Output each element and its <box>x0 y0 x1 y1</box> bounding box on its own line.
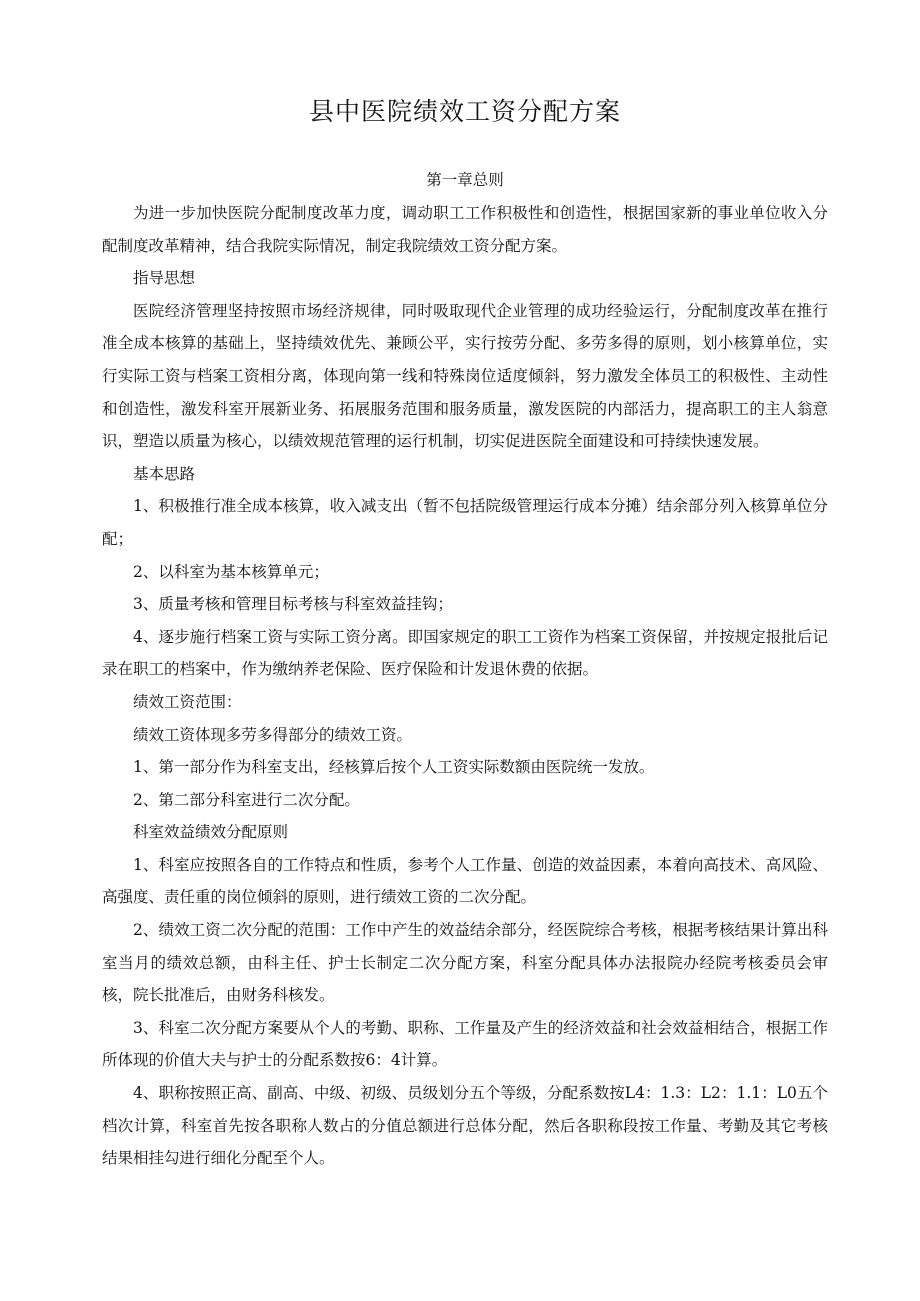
list-item: 2、绩效工资二次分配的范围：工作中产生的效益结余部分，经医院综合考核，根据考核结果计算出科室当月的绩效总额，由科主任、护士长制定二次分配方案，科室分配具体办法报院办经院考核委员会审核，院长批准后，由财务科核发。 <box>102 921 828 1005</box>
list-item: 1、科室应按照各自的工作特点和性质，参考个人工作量、创造的效益因素，本着向高技术、高风险、高强度、责任重的岗位倾斜的原则，进行绩效工资的二次分配。 <box>102 855 828 907</box>
paragraph-intro: 为进一步加快医院分配制度改革力度，调动职工工作积极性和创造性，根据国家新的事业单位收入分配制度改革精神，结合我院实际情况，制定我院绩效工资分配方案。 <box>102 204 828 255</box>
section-heading-guiding-thought: 指导思想 <box>133 269 196 288</box>
chapter-heading: 第一章总则 <box>426 171 504 189</box>
list-item: 2、第二部分科室进行二次分配。 <box>133 790 360 809</box>
list-item: 1、积极推行准全成本核算，收入减支出（暂不包括院级管理运行成本分摊）结余部分列入核算单位分配； <box>102 497 828 548</box>
section-heading-scope: 绩效工资范围： <box>133 692 242 711</box>
list-item: 2、以科室为基本核算单元； <box>133 562 329 581</box>
document-body <box>102 197 828 1175</box>
list-item: 4、职称按照正高、副高、中级、初级、员级划分五个等级，分配系数按L4：1.3：L2：1.1：L0五个档次计算，科室首先按各职称人数占的分值总额进行总体分配，然后各职称段按工作量、考勤及其它考核结果相挂勾进行细化分配至个人。 <box>102 1084 828 1168</box>
list-item: 1、第一部分作为科室支出，经核算后按个人工资实际数额由医院统一发放。 <box>133 758 655 777</box>
section-heading-basic-approach: 基本思路 <box>133 464 196 483</box>
paragraph-scope: 绩效工资体现多劳多得部分的绩效工资。 <box>133 725 413 744</box>
list-item: 3、质量考核和管理目标考核与科室效益挂钩； <box>133 595 453 614</box>
document-title: 县中医院绩效工资分配方案 <box>308 97 621 126</box>
section-heading-distribution-principles: 科室效益绩效分配原则 <box>133 823 289 842</box>
list-item: 3、科室二次分配方案要从个人的考勤、职称、工作量及产生的经济效益和社会效益相结合，根据工作所体现的价值大夫与护士的分配系数按6：4计算。 <box>102 1018 828 1070</box>
list-item: 4、逐步施行档案工资与实际工资分离。即国家规定的职工工资作为档案工资保留，并按规定报批后记录在职工的档案中，作为缴纳养老保险、医疗保险和计发退休费的依据。 <box>102 627 828 679</box>
paragraph-guiding-thought: 医院经济管理坚持按照市场经济规律，同时吸取现代企业管理的成功经验运行，分配制度改革在推行准全成本核算的基础上，坚持绩效优先、兼顾公平，实行按劳分配、多劳多得的原则，划小核算单位，实行实际工资与档案工资相分离，体现向第一线和特殊岗位适度倾斜，努力激发全体员工的积极性、主动性和创造性，激发科室开展新业务、拓展服务范围和服务质量，激发医院的内部活力，提高职工的主人翁意识，塑造以质量为核心，以绩效规范管理的运行机制，切实促进医院全面建设和可持续快速发展。 <box>102 301 828 451</box>
